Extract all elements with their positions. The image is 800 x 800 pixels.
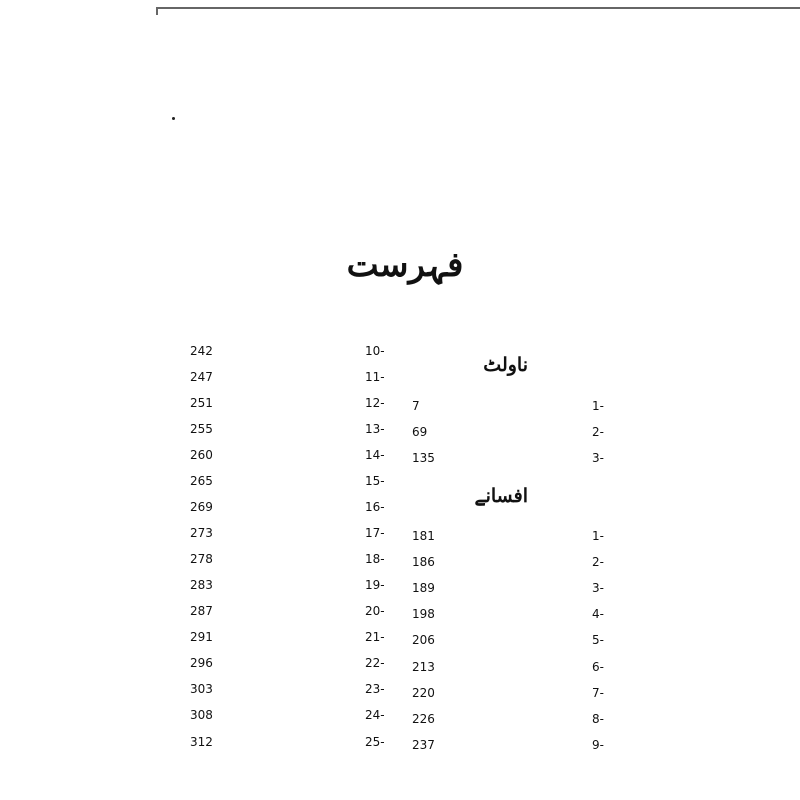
entry-number: 25- (365, 735, 385, 749)
section-heading-novelets: ناولٹ (483, 354, 528, 376)
entry-number: 6- (592, 660, 604, 674)
page-title: فہرست (346, 245, 464, 285)
entry-page-number: 287 (190, 604, 213, 618)
entry-number: 20- (365, 604, 385, 618)
entry-number: 13- (365, 422, 385, 436)
entry-number: 18- (365, 552, 385, 566)
entry-number: 10- (365, 344, 385, 358)
entry-page-number: 278 (190, 552, 213, 566)
entry-page-number: 308 (190, 708, 213, 722)
entry-number: 2- (592, 555, 604, 569)
entry-page-number: 135 (412, 451, 435, 465)
entry-page-number: 242 (190, 344, 213, 358)
entry-number: 16- (365, 500, 385, 514)
entry-page-number: 251 (190, 396, 213, 410)
ink-speck (172, 117, 175, 120)
entry-page-number: 269 (190, 500, 213, 514)
entry-page-number: 198 (412, 607, 435, 621)
entry-number: 11- (365, 370, 385, 384)
entry-number: 14- (365, 448, 385, 462)
entry-page-number: 237 (412, 738, 435, 752)
entry-number: 15- (365, 474, 385, 488)
entry-number: 19- (365, 578, 385, 592)
entry-page-number: 226 (412, 712, 435, 726)
entry-page-number: 7 (412, 399, 420, 413)
page-frame-left-border (156, 7, 158, 15)
entry-number: 3- (592, 581, 604, 595)
entry-page-number: 181 (412, 529, 435, 543)
entry-page-number: 220 (412, 686, 435, 700)
entry-page-number: 291 (190, 630, 213, 644)
entry-number: 1- (592, 529, 604, 543)
entry-number: 9- (592, 738, 604, 752)
entry-number: 24- (365, 708, 385, 722)
entry-page-number: 273 (190, 526, 213, 540)
entry-page-number: 283 (190, 578, 213, 592)
entry-page-number: 296 (190, 656, 213, 670)
entry-page-number: 206 (412, 633, 435, 647)
entry-number: 4- (592, 607, 604, 621)
entry-number: 5- (592, 633, 604, 647)
entry-number: 12- (365, 396, 385, 410)
entry-page-number: 69 (412, 425, 428, 439)
section-heading-stories: افسانے (474, 485, 528, 507)
entry-page-number: 312 (190, 735, 213, 749)
entry-number: 3- (592, 451, 604, 465)
entry-page-number: 189 (412, 581, 435, 595)
entry-number: 23- (365, 682, 385, 696)
entry-page-number: 265 (190, 474, 213, 488)
entry-number: 8- (592, 712, 604, 726)
entry-page-number: 213 (412, 660, 435, 674)
entry-page-number: 186 (412, 555, 435, 569)
entry-page-number: 255 (190, 422, 213, 436)
entry-number: 7- (592, 686, 604, 700)
entry-number: 21- (365, 630, 385, 644)
entry-number: 17- (365, 526, 385, 540)
page-frame-top-border (156, 7, 800, 9)
entry-number: 22- (365, 656, 385, 670)
entry-page-number: 260 (190, 448, 213, 462)
entry-page-number: 303 (190, 682, 213, 696)
entry-page-number: 247 (190, 370, 213, 384)
entry-number: 1- (592, 399, 604, 413)
entry-number: 2- (592, 425, 604, 439)
